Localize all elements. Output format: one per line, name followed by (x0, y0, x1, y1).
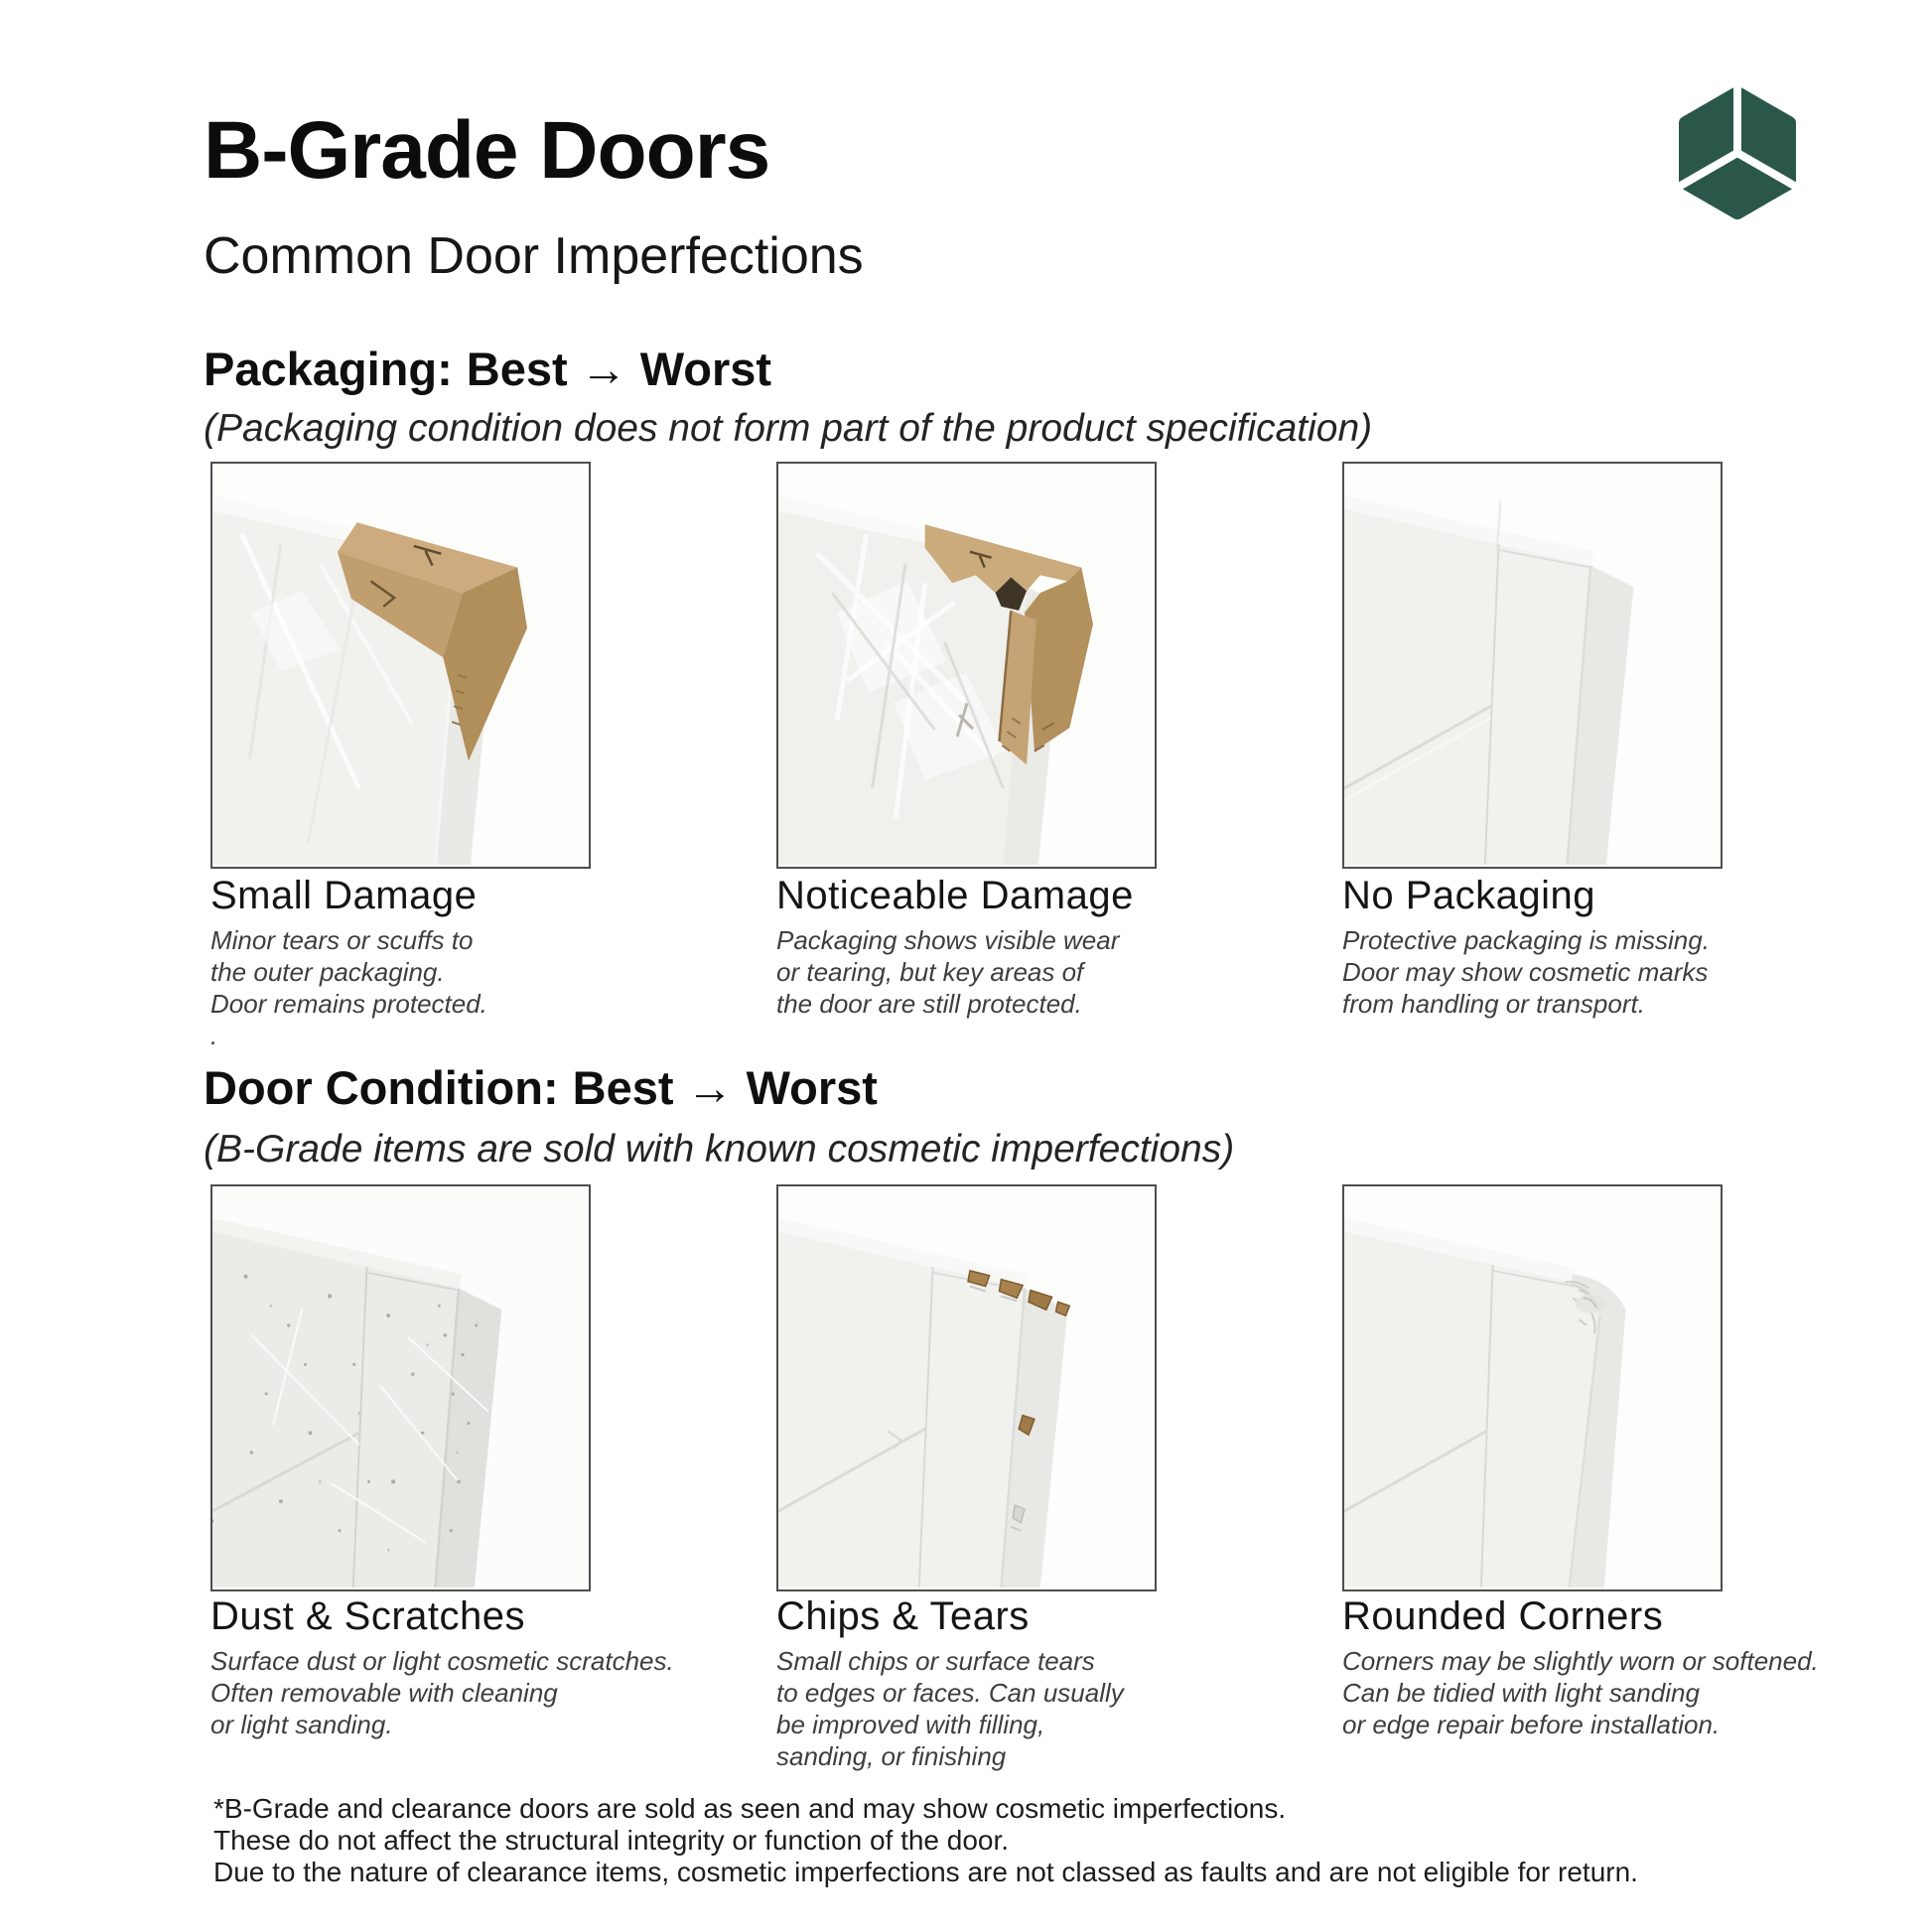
footer-line: *B-Grade and clearance doors are sold as seen and may show cosmetic imperfections. (213, 1793, 1287, 1824)
caption-title: No Packaging (1342, 874, 1596, 917)
photo-no-packaging (1342, 462, 1723, 869)
photo-chips-tears (776, 1184, 1157, 1591)
page-title: B-Grade Doors (204, 105, 770, 196)
caption-desc-line: be improved with filling, (776, 1710, 1045, 1739)
caption-title: Chips & Tears (776, 1594, 1030, 1638)
caption-desc (210, 924, 759, 1051)
photo-noticeable-damage (776, 462, 1157, 869)
photo-small-damage (210, 462, 591, 869)
caption-dust-scratches (210, 1594, 759, 1740)
caption-desc-line: or edge repair before installation. (1342, 1710, 1721, 1739)
caption-title: Dust & Scratches (210, 1594, 526, 1638)
footer-line: Due to the nature of clearance items, cosmetic imperfections are not classed as faults and are not eligible for return. (213, 1857, 1638, 1887)
caption-desc (210, 1645, 759, 1740)
caption-small-damage (210, 874, 759, 1051)
footer-line: These do not affect the structural integrity or function of the door. (213, 1825, 1010, 1856)
caption-desc-line: Corners may be slightly worn or softened. (1342, 1646, 1819, 1676)
caption-desc-line: Can be tidied with light sanding (1342, 1678, 1700, 1708)
caption-desc-line: Small chips or surface tears (776, 1646, 1095, 1676)
caption-title: Rounded Corners (1342, 1594, 1664, 1638)
caption-desc-line: the door are still protected. (776, 989, 1082, 1019)
section-heading-packaging (204, 342, 771, 396)
caption-desc-line: or light sanding. (210, 1710, 393, 1739)
caption-desc (776, 924, 1324, 1020)
section-note-packaging: (Packaging condition does not form part of the product specification) (204, 407, 1373, 450)
caption-desc (776, 1645, 1324, 1772)
section-heading-label: Door Condition: (204, 1061, 559, 1114)
photo-rounded-corners (1342, 1184, 1723, 1591)
section-heading-label: Packaging: (204, 343, 453, 395)
caption-desc-line: Surface dust or light cosmetic scratches. (210, 1646, 674, 1676)
caption-desc-line: Door may show cosmetic marks (1342, 957, 1709, 987)
caption-no-packaging (1342, 874, 1890, 1020)
caption-desc (1342, 924, 1890, 1020)
caption-desc-line: the outer packaging. (210, 957, 445, 987)
caption-desc-line: from handling or transport. (1342, 989, 1645, 1019)
caption-title: Noticeable Damage (776, 874, 1134, 917)
section-heading-door-condition (204, 1060, 878, 1115)
section-heading-rest: Best → Worst (572, 1061, 878, 1114)
caption-desc-line: to edges or faces. Can usually (776, 1678, 1124, 1708)
footer-disclaimer (213, 1793, 1638, 1888)
caption-title: Small Damage (210, 874, 478, 917)
brand-cube-logo-icon (1671, 85, 1804, 222)
caption-desc-line: Minor tears or scuffs to (210, 925, 474, 955)
caption-desc-line: Often removable with cleaning (210, 1678, 558, 1708)
caption-desc-line: or tearing, but key areas of (776, 957, 1084, 987)
section-note-door-condition: (B-Grade items are sold with known cosmetic imperfections) (204, 1128, 1235, 1171)
section-heading-rest: Best → Worst (466, 343, 772, 395)
page-subtitle: Common Door Imperfections (204, 227, 864, 285)
caption-desc-line: Protective packaging is missing. (1342, 925, 1710, 955)
caption-desc-line: sanding, or finishing (776, 1741, 1007, 1771)
caption-desc (1342, 1645, 1890, 1740)
caption-desc-line: Packaging shows visible wear (776, 925, 1120, 955)
caption-desc-line: . (210, 1021, 218, 1050)
caption-chips-tears (776, 1594, 1324, 1772)
caption-desc-line: Door remains protected. (210, 989, 487, 1019)
caption-rounded-corners (1342, 1594, 1890, 1740)
caption-noticeable-damage (776, 874, 1324, 1020)
photo-dust-scratches (210, 1184, 591, 1591)
